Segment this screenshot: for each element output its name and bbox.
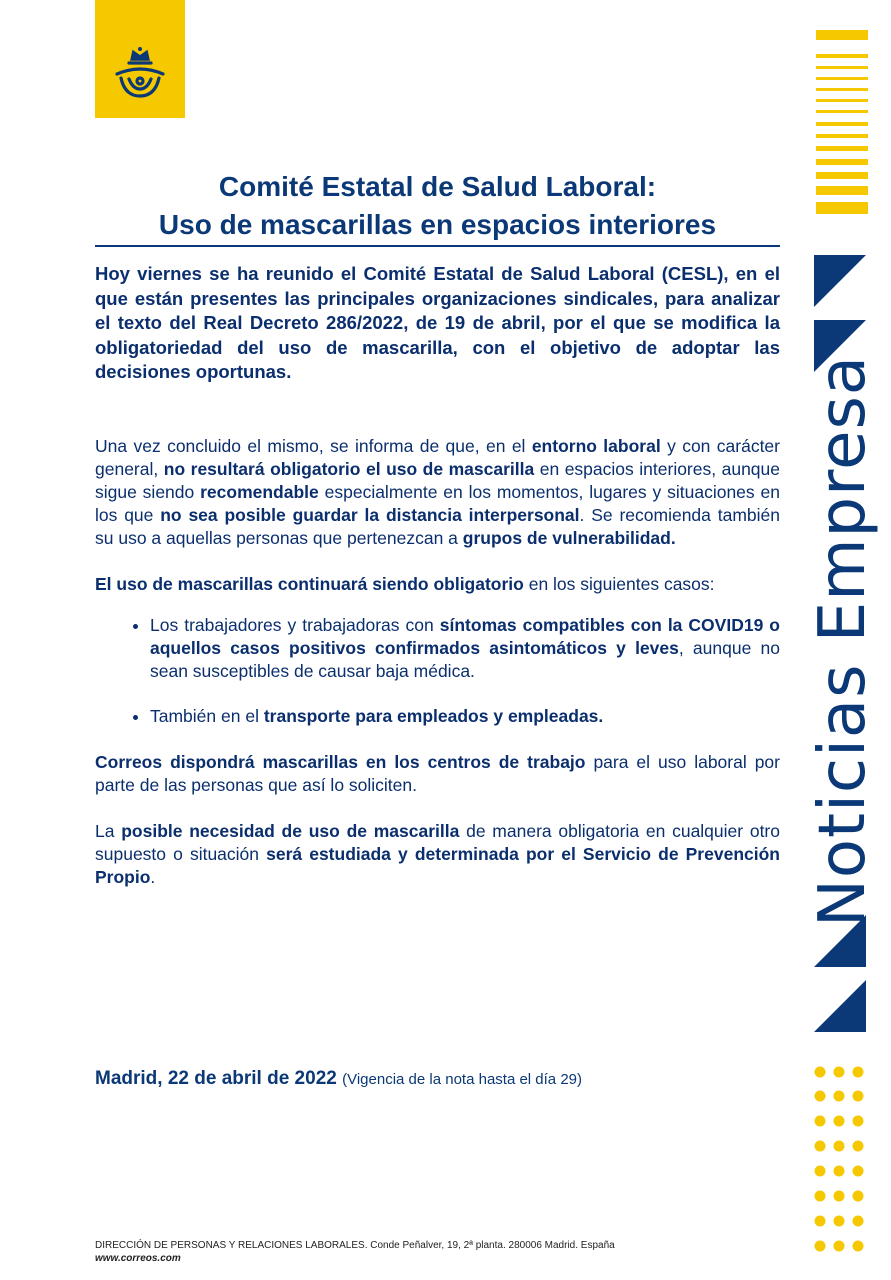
bold-span: será estudiada y determinada por el Servicio de Prevención Propio	[95, 843, 780, 887]
text-span: , aunque no sean susceptibles de causar baja médica.	[150, 637, 780, 681]
bold-span: recomendable	[200, 481, 319, 502]
title-line-2: Uso de mascarillas en espacios interiores	[158, 209, 717, 240]
bold-span: no sea posible guardar la distancia interpersonal	[160, 504, 580, 525]
text-span: Una vez concluido el mismo, se informa de que, en el	[95, 435, 532, 456]
list-item	[150, 705, 780, 728]
text-span: y con carácter general,	[95, 435, 780, 479]
bold-span: grupos de vulnerabilidad.	[462, 527, 676, 548]
text-span: de manera obligatoria en cualquier otro supuesto o situación	[95, 820, 780, 864]
paragraph-general-rule	[95, 435, 780, 550]
date-main: Madrid, 22 de abril de 2022	[95, 1068, 337, 1089]
text-span: Los trabajadores y trabajadoras con	[150, 614, 440, 635]
side-title-text: Noticias Empresa	[806, 354, 880, 927]
correos-logo	[95, 0, 185, 118]
footer	[95, 1239, 795, 1265]
text-span: en espacios interiores, aunque sigue siendo	[95, 458, 781, 502]
bold-span: transporte para empleados y empleadas.	[263, 705, 604, 726]
paragraph-future-study	[95, 820, 780, 889]
triangle-top-1	[814, 255, 866, 307]
yellow-stripes	[816, 30, 868, 214]
paragraph-masks-supply	[95, 751, 780, 797]
text-span: para el uso laboral por parte de las personas que así lo soliciten.	[95, 751, 780, 795]
text-span: en los siguientes casos:	[523, 573, 715, 594]
bold-span: no resultará obligatorio el uso de mascarilla	[163, 458, 535, 479]
footer-url[interactable]: www.correos.com	[95, 1253, 181, 1264]
paragraph-mandatory-cases	[95, 573, 780, 596]
bold-span: síntomas compatibles con la COVID19 o aquellos casos positivos confirmados asintomáticos y leves	[150, 614, 780, 658]
bold-span: El uso de mascarillas continuará siendo obligatorio	[95, 573, 524, 594]
text-span: .	[150, 866, 156, 887]
page-title	[95, 168, 780, 244]
triangle-bottom-2	[814, 980, 866, 1032]
text-span: . Se recomienda también su uso a aquellas personas que pertenezcan a	[95, 504, 780, 548]
bold-span: Correos dispondrá mascarillas en los centros de trabajo	[95, 751, 586, 772]
text-span: especialmente en los momentos, lugares y situaciones en los que	[95, 481, 780, 525]
date-line	[95, 1068, 795, 1090]
document-body	[95, 262, 780, 889]
mandatory-cases-list	[95, 614, 780, 728]
bold-span: entorno laboral	[531, 435, 661, 456]
validity-note: (Vigencia de la nota hasta el día 29)	[342, 1071, 582, 1088]
title-line-1: Comité Estatal de Salud Laboral:	[218, 171, 657, 202]
intro-paragraph: Hoy viernes se ha reunido el Comité Estatal de Salud Laboral (CESL), en el que están presentes las principales organizaciones sindicales, para analizar el texto del Real Decreto 286/2022, de 19 de abril, por el que se modifica la obligatoriedad del uso de mascarilla, con el objetivo de adoptar las decisiones oportunas.	[95, 263, 780, 382]
title-divider	[95, 245, 780, 247]
text-span: También en el	[150, 705, 264, 726]
yellow-dots	[815, 1067, 864, 1252]
bold-span: posible necesidad de uso de mascarilla	[121, 820, 460, 841]
footer-address: DIRECCIÓN DE PERSONAS Y RELACIONES LABORALES. Conde Peñalver, 19, 2ª planta. 280006 Madrid. España	[95, 1240, 615, 1251]
list-item	[150, 614, 780, 683]
side-title	[806, 354, 880, 927]
post-horn-crown-icon	[111, 46, 169, 104]
text-span: La	[95, 820, 122, 841]
